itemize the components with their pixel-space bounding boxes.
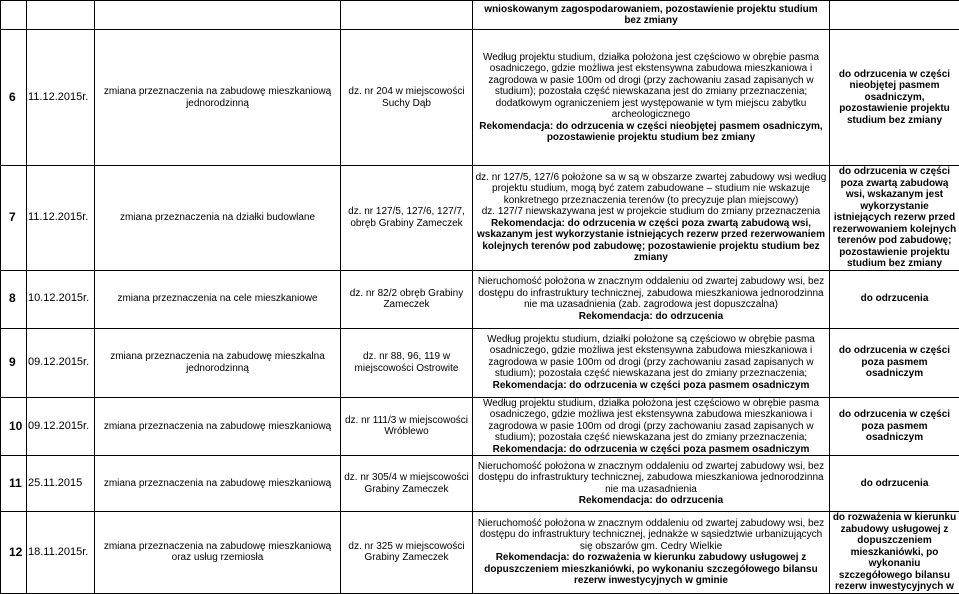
table-body xyxy=(1,1,959,594)
final-decision: do odrzucenia w części poza pasmem osadniczym xyxy=(830,397,959,456)
plot-location: dz. nr 127/5, 127/6, 127/7, obręb Grabiny Zameczek xyxy=(341,166,473,271)
analysis-description xyxy=(473,512,830,594)
plot-location: dz. nr 88, 96, 119 w miejscowości Ostrowite xyxy=(341,328,473,397)
row-number: 10 xyxy=(1,397,27,456)
plot-location: dz. nr 82/2 obręb Grabiny Zameczek xyxy=(341,270,473,328)
analysis-description xyxy=(473,456,830,512)
row-number xyxy=(1,1,27,30)
final-decision: do rozważenia w kierunku zabudowy usługowej z dopuszczeniem mieszkaniówki, po wykonaniu szczegółowego bilansu rezerw inwestycyjnych w xyxy=(830,512,959,594)
table-row xyxy=(1,456,959,512)
row-number: 6 xyxy=(1,30,27,166)
analysis-description xyxy=(473,166,830,271)
analysis-description xyxy=(473,397,830,456)
recommendation-text: Rekomendacja: do odrzucenia xyxy=(475,311,827,323)
request-subject: zmiana przeznaczenia na zabudowę mieszkalna jednorodzinną xyxy=(95,328,341,397)
recommendation-text: Rekomendacja: do odrzucenia w części poza zwartą zabudową wsi, wskazanym jest wykorzystanie istniejących rezerw przed rezerwowaniem kolejnych terenów pod zabudowę; pozostawienie projektu studium bez zmiany xyxy=(475,218,827,264)
analysis-description xyxy=(473,328,830,397)
final-decision: do odrzucenia w części poza pasmem osadniczym xyxy=(830,328,959,397)
table-row xyxy=(1,1,959,30)
final-decision: do odrzucenia w części nieobjętej pasmem osadniczym, pozostawienie projektu studium bez zmiany xyxy=(830,30,959,166)
table-row xyxy=(1,512,959,594)
table-row xyxy=(1,397,959,456)
submission-date: 10.12.2015r. xyxy=(27,270,95,328)
request-subject: zmiana przeznaczenia na działki budowlane xyxy=(95,166,341,271)
table-row xyxy=(1,328,959,397)
plot-location: dz. nr 305/4 w miejscowości Grabiny Zameczek xyxy=(341,456,473,512)
request-subject: zmiana przeznaczenia na zabudowę mieszkaniową oraz usług rzemiosła xyxy=(95,512,341,594)
submission-date: 09.12.2015r. xyxy=(27,397,95,456)
final-decision: do odrzucenia xyxy=(830,270,959,328)
final-decision: do odrzucenia xyxy=(830,456,959,512)
analysis-paragraph: dz. nr 127/5, 127/6 położone sa w są w obszarze zwartej zabudowy wsi według projektu studium, mogą być zatem zabudowane – studium nie wskazuje konkretnego przeznaczenia terenów (to precyzuje plan miejscowy) xyxy=(475,172,827,207)
analysis-paragraph: Według projektu studium, działki położone są częściowo w obrębie pasma osadniczego, gdzie możliwa jest ekstensywna zabudowa mieszkaniowa i zagrodowa w pasie 100m od drogi (przy zachowaniu zasad zapisanych w studium); pozostała część niewskazana jest do zmiany przeznaczenia; xyxy=(475,334,827,380)
analysis-paragraph: Nieruchomość położona w znacznym oddaleniu od zwartej zabudowy wsi, bez dostępu do infrastruktury technicznej, zabudowa mieszkaniowa jednorodzinna nie ma uzasadnienia xyxy=(475,461,827,496)
row-number: 8 xyxy=(1,270,27,328)
analysis-description xyxy=(473,1,830,30)
recommendation-text: Rekomendacja: do odrzucenia w części poza pasmem osadniczym xyxy=(475,380,827,392)
request-subject: zmiana przeznaczenia na zabudowę mieszkaniową xyxy=(95,397,341,456)
submission-date: 09.12.2015r. xyxy=(27,328,95,397)
table-row xyxy=(1,166,959,271)
analysis-description xyxy=(473,30,830,166)
submission-date: 25.11.2015 xyxy=(27,456,95,512)
recommendation-text: Rekomendacja: do odrzucenia w części nieobjętej pasmem osadniczym, pozostawienie projektu studium bez zmiany xyxy=(475,121,827,144)
row-number: 9 xyxy=(1,328,27,397)
table-row xyxy=(1,270,959,328)
final-decision xyxy=(830,1,959,30)
request-subject: zmiana przeznaczenia na cele mieszkaniowe xyxy=(95,270,341,328)
submission-date: 18.11.2015r. xyxy=(27,512,95,594)
analysis-description xyxy=(473,270,830,328)
request-subject: zmiana przeznaczenia na zabudowę mieszkaniową xyxy=(95,456,341,512)
plot-location: dz. nr 325 w miejscowości Grabiny Zameczek xyxy=(341,512,473,594)
submission-date: 11.12.2015r. xyxy=(27,30,95,166)
submission-date: 11.12.2015r. xyxy=(27,166,95,271)
plot-location: dz. nr 111/3 w miejscowości Wróblewo xyxy=(341,397,473,456)
recommendation-text: wnioskowanym zagospodarowaniem, pozostawienie projektu studium bez zmiany xyxy=(475,4,827,27)
row-number: 7 xyxy=(1,166,27,271)
recommendation-text: Rekomendacja: do odrzucenia xyxy=(475,495,827,507)
request-subject: zmiana przeznaczenia na zabudowę mieszkaniową jednorodzinną xyxy=(95,30,341,166)
recommendation-text: Rekomendacja: do rozważenia w kierunku zabudowy usługowej z dopuszczeniem mieszkaniówki, po wykonaniu szczegółowego bilansu rezerw inwestycyjnych w gminie xyxy=(475,552,827,587)
plot-location xyxy=(341,1,473,30)
analysis-paragraph: dz. 127/7 niewskazywana jest w projekcie studium do zmiany przeznaczenia xyxy=(475,206,827,218)
recommendation-text: Rekomendacja: do odrzucenia w części poza pasmem osadniczym xyxy=(475,444,827,456)
analysis-paragraph: Według projektu studium, działka położona jest częściowo w obrębie pasma osadniczego, gdzie możliwa jest ekstensywna zabudowa mieszkaniowa i zagrodowa w pasie 100m od drogi (przy zachowaniu zasad zapisanych w studium); pozostała część niewskazana jest do zmiany przeznaczenia; xyxy=(475,398,827,444)
analysis-paragraph: Nieruchomość położona w znacznym oddaleniu od zwartej zabudowy wsi, bez dostępu do infrastruktury technicznej, jednakże w sąsiedztwie urbanizujących się obszarów gm. Cedry Wielkie xyxy=(475,518,827,553)
analysis-paragraph: Nieruchomość położona w znacznym oddaleniu od zwartej zabudowy wsi, bez dostępu do infrastruktury technicznej, zabudowa mieszkaniowa jednorodzinna nie ma uzasadnienia (zab. zagrodowa jest dopuszczalna) xyxy=(475,276,827,311)
request-subject xyxy=(95,1,341,30)
submission-date xyxy=(27,1,95,30)
final-decision: do odrzucenia w części poza zwartą zabudową wsi, wskazanym jest wykorzystanie istniejących rezerw przed rezerwowaniem kolejnych terenów pod zabudowę; pozostawienie projektu studium bez zmiany xyxy=(830,166,959,271)
row-number: 12 xyxy=(1,512,27,594)
table-row xyxy=(1,30,959,166)
analysis-paragraph: Według projektu studium, działka położona jest częściowo w obrębie pasma osadniczego, gdzie możliwa jest ekstensywna zabudowa mieszkaniowa i zagrodowa w pasie 100m od drogi (przy zachowaniu zasad zapisanych w studium); pozostała część niewskazana jest do zmiany przeznaczenia; dodatkowym ograniczeniem jest występowanie w tym miejscu zabytku archeologicznego xyxy=(475,52,827,121)
plot-location: dz. nr 204 w miejscowości Suchy Dąb xyxy=(341,30,473,166)
row-number: 11 xyxy=(1,456,27,512)
